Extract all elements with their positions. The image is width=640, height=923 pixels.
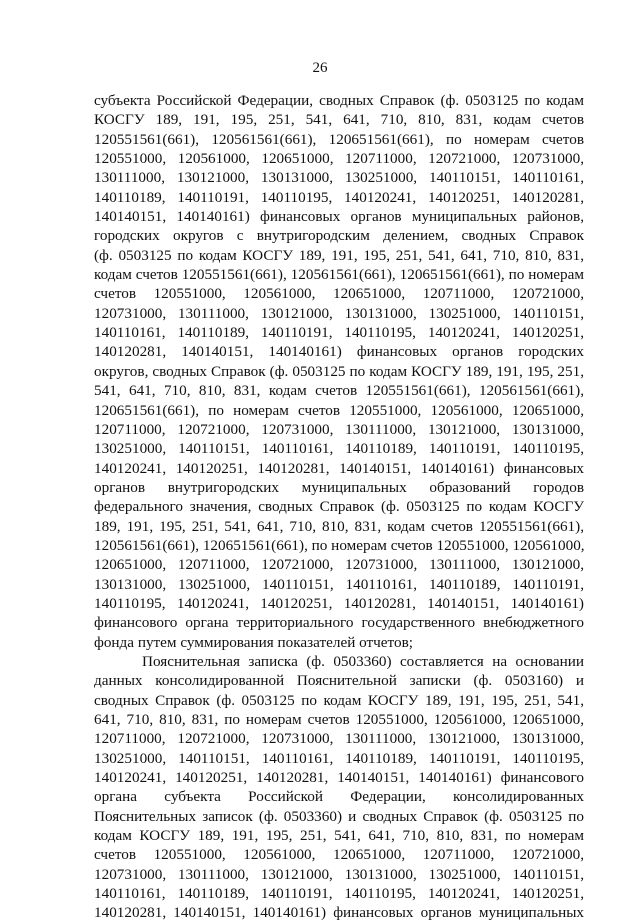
text-line: 140120281, 140140151, 140140161) финансовых органов муниципальных xyxy=(94,904,584,922)
text-line: 140140151, 140140161) финансовых органов муниципальных районов, xyxy=(94,208,584,226)
text-line: 120551000, 120561000, 120651000, 120711000, 120721000, 120731000, xyxy=(94,150,584,168)
text-line: 140120281, 140140151, 140140161) финансовых органов городских xyxy=(94,343,584,361)
text-line: сводных Справок (ф. 0503125 по кодам КОСГУ 189, 191, 195, 251, 541, xyxy=(94,691,584,709)
text-line: субъекта Российской Федерации, сводных Справок (ф. 0503125 по кодам xyxy=(94,92,584,109)
text-line: 130131000, 130251000, 140110151, 140110161, 140110189, 140110191, xyxy=(94,575,584,593)
text-line: фонда путем суммирования показателей отчетов; xyxy=(94,633,413,651)
text-line: 120711000, 120721000, 120731000, 130111000, 130121000, 130131000, xyxy=(94,730,584,748)
text-line: 120731000, 130111000, 130121000, 130131000, 130251000, 140110151, xyxy=(94,304,584,322)
text-line: органов внутригородских муниципальных образований городов xyxy=(94,478,584,496)
text-line: федерального значения, сводных Справок (ф. 0503125 по кодам КОСГУ xyxy=(94,498,584,516)
text-line: 120651000, 120711000, 120721000, 120731000, 130111000, 130121000, xyxy=(94,556,584,574)
document-body-text xyxy=(94,91,584,923)
text-line: 641, 710, 810, 831, по номерам счетов 120551000, 120561000, 120651000, xyxy=(94,711,584,728)
text-line: счетов 120551000, 120561000, 120651000, 120711000, 120721000, xyxy=(94,285,584,303)
text-line: данных консолидированной Пояснительной записки (ф. 0503160) и xyxy=(94,672,584,690)
text-line: 120551561(661), 120561561(661), 120651561(661), по номерам счетов xyxy=(94,130,584,148)
text-line: 140120241, 140120251, 140120281, 140140151, 140140161) финансового xyxy=(94,769,584,787)
text-line: Пояснительных записок (ф. 0503360) и сводных Справок (ф. 0503125 по xyxy=(94,807,584,825)
text-line: 120731000, 130111000, 130121000, 130131000, 130251000, 140110151, xyxy=(94,865,584,883)
text-line: кодам счетов 120551561(661), 120561561(661), 120651561(661), по номерам xyxy=(94,266,584,284)
text-line: 140110161, 140110189, 140110191, 140110195, 140120241, 140120251, xyxy=(94,885,584,903)
page-number: 26 xyxy=(312,60,328,76)
text-line: округов, сводных Справок (ф. 0503125 по кодам КОСГУ 189, 191, 195, 251, xyxy=(94,362,584,380)
paragraph-first-line: Пояснительная записка (ф. 0503360) составляется на основании xyxy=(142,652,584,670)
text-line: 130251000, 140110151, 140110161, 140110189, 140110191, 140110195, xyxy=(94,749,584,767)
text-line: 120561561(661), 120651561(661), по номерам счетов 120551000, 120561000, xyxy=(94,536,585,554)
text-line: счетов 120551000, 120561000, 120651000, 120711000, 120721000, xyxy=(94,846,584,864)
text-line: 140110189, 140110191, 140110195, 140120241, 140120251, 140120281, xyxy=(94,188,584,206)
text-line: 130111000, 130121000, 130131000, 130251000, 140110151, 140110161, xyxy=(94,169,584,187)
text-line: 120651561(661), по номерам счетов 120551000, 120561000, 120651000, xyxy=(94,401,584,419)
text-line: 140110195, 140120241, 140120251, 140120281, 140140151, 140140161) xyxy=(94,594,584,612)
text-line: 120711000, 120721000, 120731000, 130111000, 130121000, 130131000, xyxy=(94,420,584,438)
text-line: (ф. 0503125 по кодам КОСГУ 189, 191, 195, 251, 541, 641, 710, 810, 831, xyxy=(94,246,584,264)
text-line: 541, 641, 710, 810, 831, кодам счетов 120551561(661), 120561561(661), xyxy=(94,382,584,400)
text-line: 130251000, 140110151, 140110161, 140110189, 140110191, 140110195, xyxy=(94,440,584,458)
text-line: 140110161, 140110189, 140110191, 140110195, 140120241, 140120251, xyxy=(94,324,584,342)
text-line: городских округов с внутригородским делением, сводных Справок xyxy=(94,227,584,245)
text-line: финансового органа территориального государственного внебюджетного xyxy=(94,614,584,632)
text-line: 140120241, 140120251, 140120281, 140140151, 140140161) финансовых xyxy=(94,459,584,477)
text-line: КОСГУ 189, 191, 195, 251, 541, 641, 710, 810, 831, кодам счетов xyxy=(94,111,584,129)
text-line: органа субъекта Российской Федерации, консолидированных xyxy=(94,788,584,806)
text-line: 189, 191, 195, 251, 541, 641, 710, 810, 831, кодам счетов 120551561(661), xyxy=(94,517,584,535)
text-line: кодам КОСГУ 189, 191, 195, 251, 541, 641, 710, 810, 831, по номерам xyxy=(94,827,584,845)
